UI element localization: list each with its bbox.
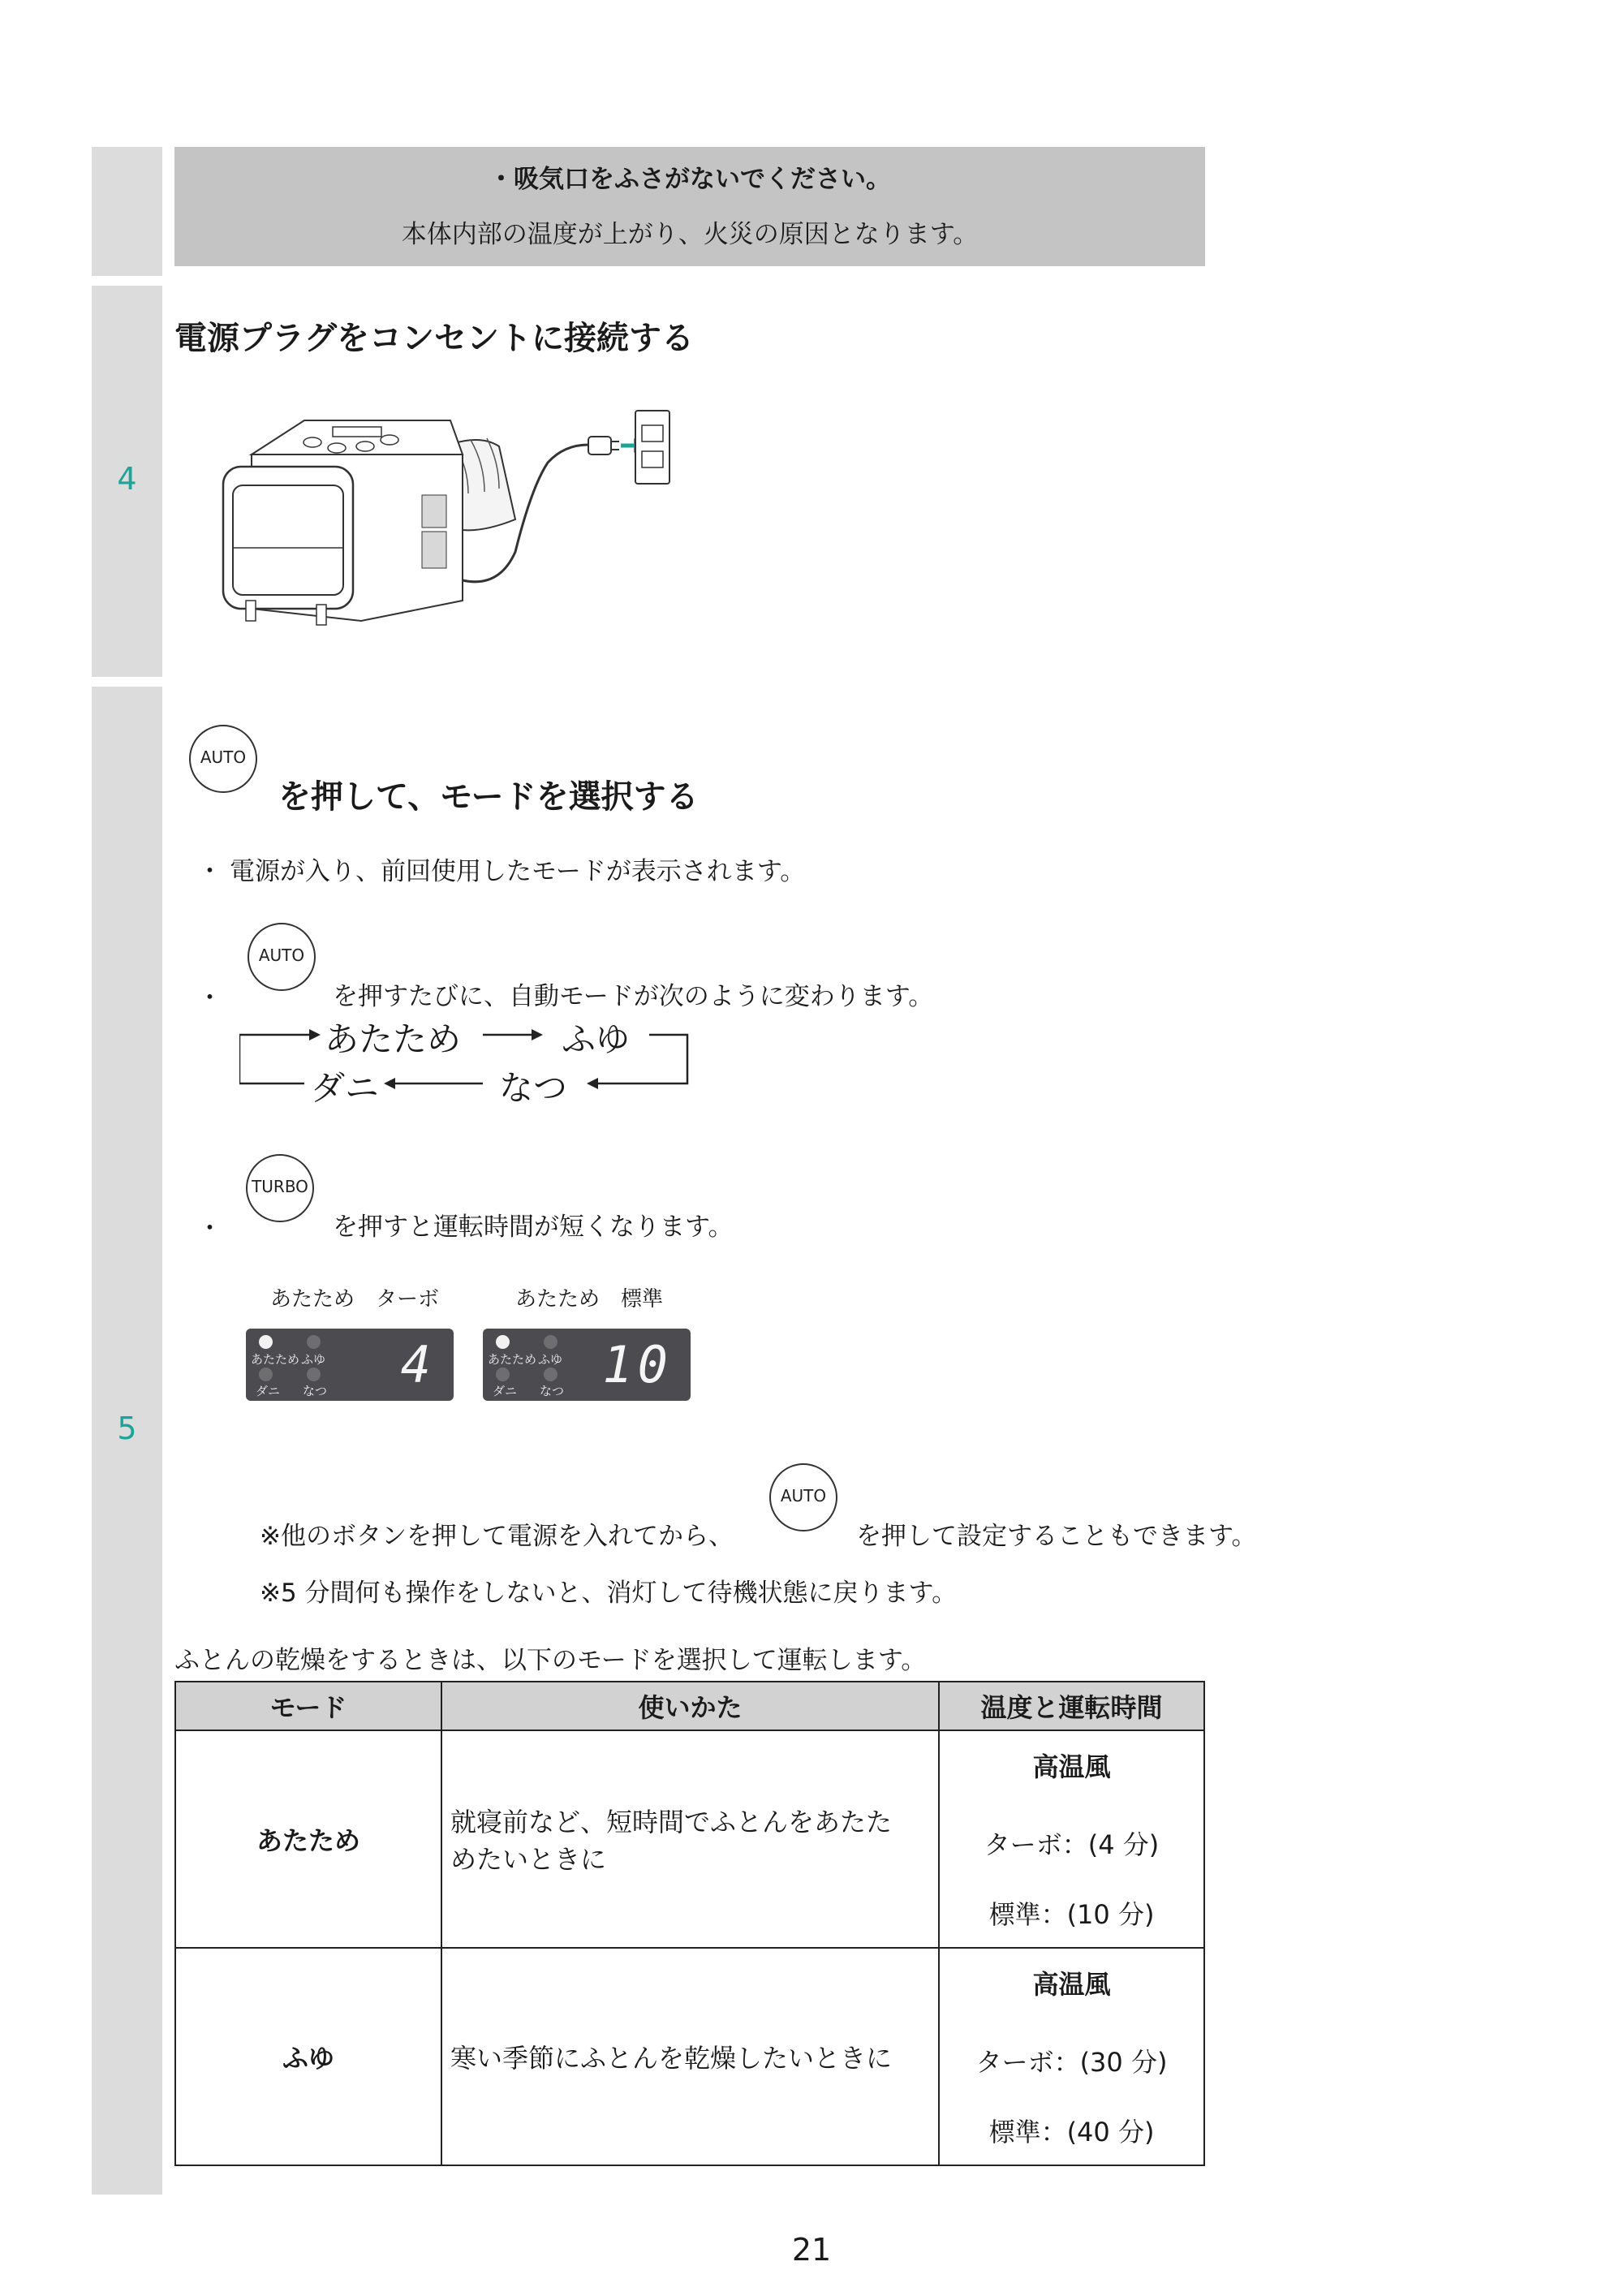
cell-mode: ふゆ [175, 1948, 441, 2165]
warning-box [174, 147, 1205, 266]
step4-heading: 電源プラグをコンセントに接続する [174, 320, 694, 357]
usage-line-2: めたいときに [450, 1844, 607, 1875]
lcd-display-standard [483, 1329, 691, 1401]
remark1-before: ※他のボタンを押して電源を入れてから、 [260, 1522, 734, 1551]
sidebar-warning [92, 147, 162, 276]
cell-temp-time [939, 1730, 1204, 1948]
usage-line-1: 就寝前など、短時間でふとんをあたた [450, 1807, 893, 1837]
header-temp-time: 温度と運転時間 [939, 1682, 1204, 1730]
turbo-time: ターボ：(4 分) [984, 1829, 1160, 1860]
indicator-atatame-icon [496, 1335, 510, 1349]
warning-detail: 本体内部の温度が上がり、火災の原因となります。 [401, 220, 979, 249]
lcd-digits: 4 [400, 1335, 436, 1394]
auto-button-icon [769, 1463, 837, 1531]
lcd-label-natsu: なつ [303, 1384, 328, 1398]
note3-bullet: ・ [197, 1214, 222, 1243]
note1: 電源が入り、前回使用したモードが表示されます。 [230, 857, 806, 886]
turbo-time: ターボ：(30 分) [975, 2047, 1168, 2078]
auto-button-label: AUTO [780, 1486, 827, 1506]
step5-heading: を押して、モードを選択する [278, 778, 699, 816]
lcd-label-dani: ダニ [256, 1384, 281, 1398]
lcd-label-atatame: あたため [251, 1352, 300, 1367]
indicator-dani-icon [259, 1368, 273, 1381]
lcd-label-natsu: なつ [540, 1384, 565, 1398]
table-row [175, 1730, 1204, 1948]
cycle-mode-natsu: なつ [499, 1068, 568, 1108]
step-number-5: 5 [117, 1411, 137, 1446]
lcd-digits: 10 [602, 1335, 673, 1394]
temp-level: 高温風 [1032, 1751, 1111, 1782]
turbo-button-icon [246, 1154, 314, 1222]
lcd-label-fuyu: ふゆ [301, 1352, 326, 1367]
note2: を押すたびに、自動モードが次のように変わります。 [333, 982, 934, 1011]
auto-button-icon [189, 725, 257, 793]
cycle-mode-fuyu: ふゆ [562, 1019, 631, 1059]
cycle-mode-atatame: あたため [325, 1019, 462, 1059]
futon-dryer-plug-illustration [207, 398, 678, 641]
header-mode: モード [175, 1682, 441, 1730]
table-intro: ふとんの乾燥をするときは、以下のモードを選択して運転します。 [174, 1646, 927, 1675]
remark2: ※5 分間何も操作をしないと、消灯して待機状態に戻ります。 [260, 1579, 958, 1608]
usage-line-1: 寒い季節にふとんを乾燥したいときに [450, 2043, 893, 2074]
auto-button-icon [248, 923, 316, 991]
indicator-natsu-icon [307, 1368, 321, 1381]
mode-table [174, 1681, 1205, 2166]
warning-title: ・吸気口をふさがないでください。 [489, 165, 891, 194]
indicator-fuyu-icon [544, 1335, 558, 1349]
indicator-natsu-icon [544, 1368, 558, 1381]
indicator-atatame-icon [259, 1335, 273, 1349]
lcd-label-dani: ダニ [493, 1384, 518, 1398]
remark1-after: を押して設定することもできます。 [856, 1522, 1257, 1551]
note1-bullet: ・ [197, 857, 222, 886]
indicator-dani-icon [496, 1368, 510, 1381]
cycle-mode-dani: ダニ [311, 1068, 380, 1108]
auto-button-label: AUTO [200, 747, 247, 767]
indicator-fuyu-icon [307, 1335, 321, 1349]
standard-time: 標準：(10 分) [988, 1899, 1155, 1930]
standard-time: 標準：(40 分) [988, 2117, 1155, 2147]
cell-usage [441, 1730, 939, 1948]
cell-usage [441, 1948, 939, 2165]
turbo-button-label: TURBO [252, 1177, 308, 1196]
lcd-label-fuyu: ふゆ [538, 1352, 563, 1367]
lcd-label-atatame: あたため [488, 1352, 537, 1367]
note3: を押すと運転時間が短くなります。 [333, 1213, 734, 1242]
cell-temp-time [939, 1948, 1204, 2165]
display-caption-standard: あたため 標準 [515, 1287, 664, 1312]
step-number-4: 4 [117, 461, 137, 497]
page-number: 21 [791, 2232, 832, 2268]
table-row [175, 1948, 1204, 2165]
header-usage: 使いかた [441, 1682, 939, 1730]
table-header-row [175, 1682, 1204, 1730]
lcd-display-turbo [246, 1329, 454, 1401]
cell-mode: あたため [175, 1730, 441, 1948]
display-caption-turbo: あたため ターボ [270, 1287, 440, 1312]
note2-bullet: ・ [197, 984, 222, 1013]
auto-button-label: AUTO [258, 946, 305, 965]
temp-level: 高温風 [1032, 1969, 1111, 2000]
